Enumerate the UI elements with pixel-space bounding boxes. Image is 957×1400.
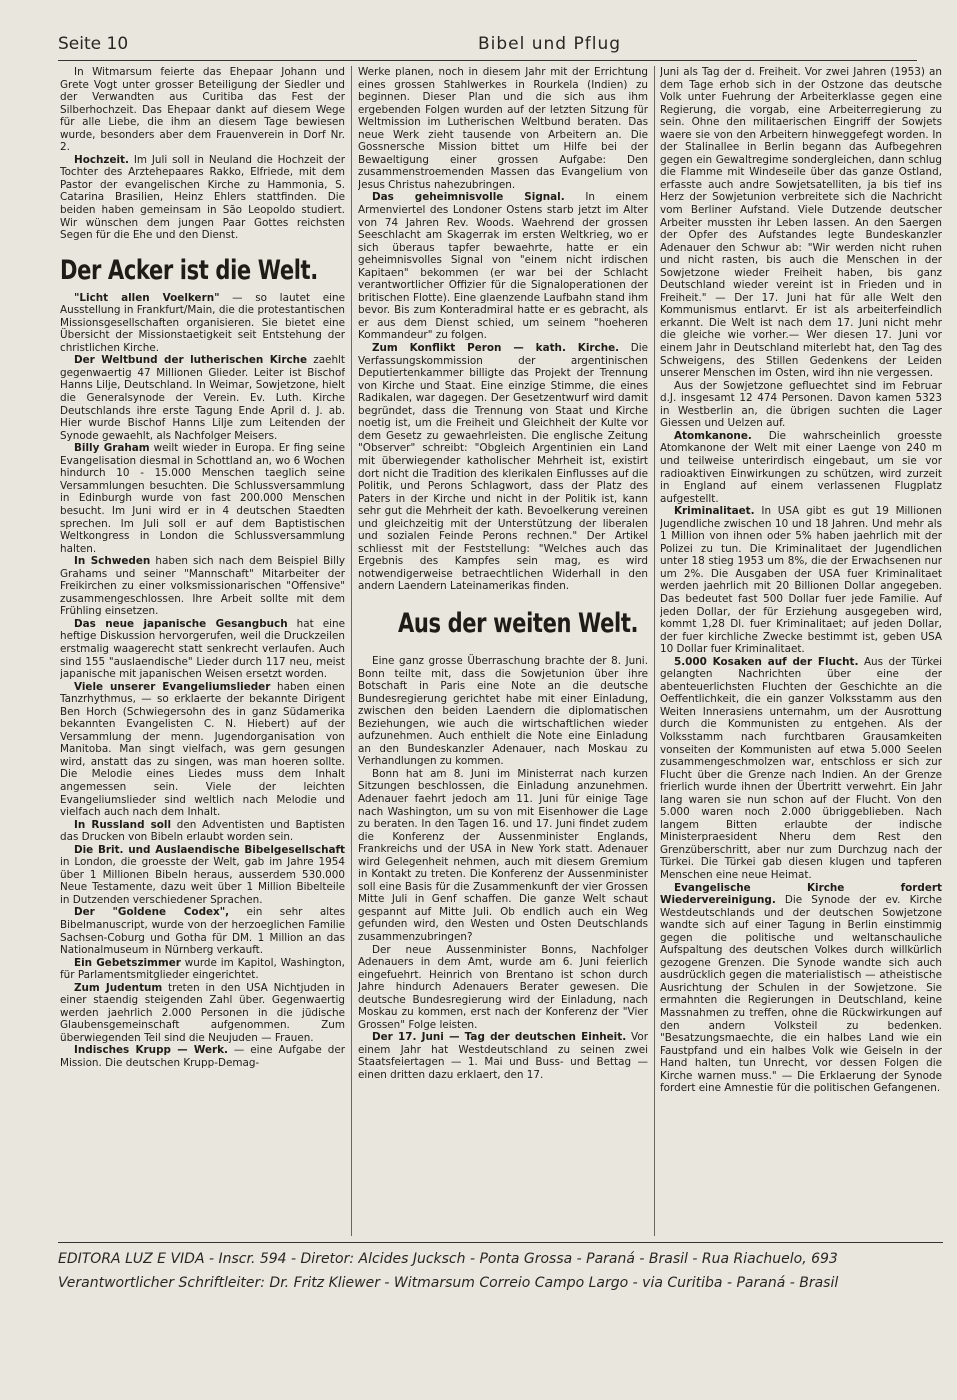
article-billy-graham: Billy Graham weilt wieder in Europa. Er fing seine Evangelisation diesmal in Schottland an, wo 6 Wochen hindurch 10 - 15.000 Menschen taeglich seine Versammlungen besuchten. Die Schlussversammlung in Edinburgh wurde von fast 200.000 Menschen besucht. Im Juni wird er in 4 deutschen Staedten sprechen. Im Juli soll er auf dem Baptistischen Weltkongress in London die Schlussversammlung halten.: [60, 442, 345, 555]
column-2: [358, 66, 648, 1234]
article-judentum: Zum Judentum treten in den USA Nichtjuden in einer staendig steigenden Zahl über. Gegenwaertig werden jaehrlich 2.000 Personen in die jüdische Glaubensgemeinschaft aufgenommen. Zum überwiegenden Teil sind die Neujuden — Frauen.: [60, 981, 345, 1044]
column-1: [60, 66, 345, 1234]
running-head: [58, 32, 917, 61]
article-gebetszimmer: Ein Gebetszimmer wurde im Kapitol, Washington, für Parlamentsmitglieder eingerichtet.: [60, 956, 345, 982]
column-divider: [654, 66, 655, 1236]
article-licht-allen-voelkern: "Licht allen Voelkern" — so lautet eine Ausstellung in Frankfurt/Main, die die protestantischen Missionsgesellschaften organisieren. Sie bietet eine Übersicht der Missionstaetigkeit seit Entstehung der christlichen Kirche.: [60, 291, 345, 354]
article-ministerrat: Bonn hat am 8. Juni im Ministerrat nach kurzen Sitzungen beschlossen, die Einladung anzunehmen. Adenauer faehrt jedoch am 11. Juni für einige Tage nach Washington, um su von mit Eisenhower die Lage zu beraten. In den Tagen 16. und 17. Juni findet zudem die Konferenz der Aussenminister Englands, Frankreichs und der USA in New York statt. Adenauer wird Gelegenheit nehmen, auch mit diesem Gremium in Kontakt zu treten. Die Konferenz der Aussenminister soll eine Basis für die Zusammenkunft der vier Grossen Mitte Juli in Genf schaffen. Die ganze Welt schaut gespannt auf Mitte Juli. Ob endlich auch ein Weg gefunden wird, den Westen und Osten Deutschlands zusammenzubringen?: [358, 767, 648, 943]
section-heading-weite-welt: Aus der weiten Welt.: [398, 607, 639, 639]
article-russland: In Russland soll den Adventisten und Baptisten das Drucken von Bibeln erlaubt worden sein.: [60, 818, 345, 844]
article-wedding: Hochzeit. Im Juli soll in Neuland die Hochzeit der Tochter des Arztehepaares Rakko, Elfriede, mit dem Pastor der evangelischen Kirche zu Hammonia, S. Catarina Brasilien, Heinz Ehlers stattfinden. Die beiden haben gemeinsam in São Leopoldo studiert. Wir wünschen dem jungen Paar Gottes reichsten Segen für die Ehe und den Dienst.: [60, 153, 345, 242]
article-krupp-continued: Werke planen, noch in diesem Jahr mit der Errichtung eines grossen Stahlwerkes in Rourkela (Indien) zu beginnen. Dieser Plan und die sich aus ihm ergebenden Folgen wurden auf der letzten Sitzung für Weltmission im Lutherischen Weltbund beraten. Das neue Werk zieht tausende von Arbeitern an. Die Gossnersche Mission bittet um Hilfe bei der Bewaeltigung einer grossen Aufgabe: Den zusammenstroemenden Massen das Evangelium von Jesus Christus nahezubringen.: [358, 66, 648, 191]
section-heading-acker: Der Acker ist die Welt.: [60, 254, 318, 286]
article-kriminalitaet: Kriminalitaet. In USA gibt es gut 19 Millionen Jugendliche zwischen 10 und 18 Jahren. Und mehr als 1 Million von ihnen oder 5% haben jaehrlich mit der Polizei zu tun. Die Kriminalitaet der Jugendlichen unter 18 stieg 1953 um 8%, die der Erwachsenen nur um 2%. Die Ausgaben der USA fuer Kriminalitaet werden jaehrlich mit 20 Billionen Dollar angegeben. Das bedeutet fast 500 Dollar fuer jede Familie. Auf jeden Dollar, der für Erziehung ausgegeben wird, kommt 1,28 Dl. fuer Kriminalitaet; auf jeden Dollar, der fuer kirchliche Zwecke bestimmt ist, geben USA 10 Dollar fuer Kriminalitaet.: [660, 505, 942, 656]
article-weltbund: Der Weltbund der lutherischen Kirche zaehlt gegenwaertig 47 Millionen Glieder. Leiter ist Bischof Hanns Lilje, Deutschland. In Weimar, Sowjetzone, hielt die Generalsynode der Verein. Ev. Luth. Kirche Deutschlands ihre erste Tagung Ende April d. J. ab. Hier wurde Bischof Hanns Lilje zum Leitenden der Synode gewaehlt, als Nachfolger Meisers.: [60, 354, 345, 442]
article-schweden: In Schweden haben sich nach dem Beispiel Billy Grahams und seiner "Mannschaft" Mitarbeiter der Freikirchen zu einer volksmissionarischen "Offensive" zusammengeschlossen. Ihre Arbeit sollte mit dem Frühling einsetzen.: [60, 555, 345, 618]
article-ueberraschung: Eine ganz grosse Überraschung brachte der 8. Juni. Bonn teilte mit, dass die Sowjetunion über ihre Botschaft in Paris eine Note an die deutsche Bundesregierung gerichtet habe mit einer Einladung, zwischen den beiden Laendern die diplomatischen Beziehungen, wie auch die wirtschaftlichen wieder aufzunehmen. Auch enthielt die Note eine Einladung an den Bundeskanzler Adenauer, nach Moskau zu Verhandlungen zu kommen.: [358, 654, 648, 768]
article-krupp: Indisches Krupp — Werk. — eine Aufgabe der Mission. Die deutschen Krupp-Demag-: [60, 1044, 345, 1070]
column-divider: [351, 66, 352, 1236]
article-silver-wedding: In Witmarsum feierte das Ehepaar Johann und Grete Vogt unter grosser Beteiligung der Siedler und der Verwandten aus Curitiba das Fest der Silberhochzeit. Das Ehepaar dankt auf diesem Wege für alle Liebe, die ihm an diesem Tage bewiesen wurde, besonders aber dem Frauenverein in Dorf Nr. 2.: [60, 66, 345, 154]
article-17-juni-continued: Juni als Tag der d. Freiheit. Vor zwei Jahren (1953) an dem Tage erhob sich in der Ostzone das deutsche Volk unter Fuehrung der Arbeiterklasse gegen eine Regierung, die vorgab, eine Arbeiterregierung zu sein. Ohne den militaerischen Eingriff der Sowjets waere sie von den Arbeitern hinweggefegt worden. In der Stalinallee in Berlin begann das Aufbegehren gegen ein Gewaltregime sondergleichen, dann schlug die Flamme mit Windeseile über das ganze Ostland, erfasste auch andre Sowjetsatelliten, ja bis tief ins Herz der Sowjetunion verbreitete sich die Nachricht vom Berliner Aufstand. Viele Dutzende deutscher Arbeiter mussten ihr Leben lassen. An den Saergen der Opfer des Aufstandes legte Bundeskanzler Adenauer den Schwur ab: "Wir werden nicht ruhen und nicht rasten, bis auch die Menschen in der Sowjetzone wieder Freiheit haben, bis ganz Deutschland wieder vereint ist in Frieden und in Freiheit." — Der 17. Juni hat für alle Welt den Kommunismus entlarvt. Er ist als arbeiterfeindlich erkannt. Die Welt ist nach dem 17. Juni nicht mehr die gleiche wie vorher.— Wer diesen 17. Juni vor einem Jahr in Deutschland miterlebt hat, den Tag des Schweigens, des Stillen Gedenkens der Leiden unserer Menschen im Osten, wird ihn nie vergessen.: [660, 66, 942, 380]
article-signal: Das geheimnisvolle Signal. In einem Armenviertel des Londoner Ostens starb jetzt im Alter von 74 Jahren Rev. Woods. Waehrend der grossen Seeschlacht am Skagerrak im ersten Weltkrieg, wo er sich überaus tapfer bewaehrte, hatte er ein geheimnisvolles Signal von "einem nicht irdischen Kapitaen" bekommen (er war bei der Schlacht verantwortlicher Offizier für die Signaloperationen der britischen Flotte). Eine glaenzende Laufbahn stand ihm bevor. Bis zum Konteradmiral hatte er es gebracht, als er aus dem Dienst schied, um seinem "hoeheren Kommandeur" zu folgen.: [358, 191, 648, 342]
imprint-footer: [58, 1242, 943, 1295]
article-sowjetzone: Aus der Sowjetzone gefluechtet sind im Februar d.J. insgesamt 12 474 Personen. Davon kamen 5323 in Westberlin an, die übrigen suchten die Lager Giessen und Uelzen auf.: [660, 379, 942, 430]
article-aussenminister: Der neue Aussenminister Bonns, Nachfolger Adenauers in dem Amt, wurde am 6. Juni feierlich eingefuehrt. Heinrich von Brentano ist schon durch Jahre hindurch Adenauers Berater gewesen. Die deutsche Bundesregierung wird der Einladung, nach Moskau zu kommen, erst nach der Konferenz der "Vier Grossen" Folge leisten.: [358, 943, 648, 1031]
article-bibelgesellschaft: Die Brit. und Auslaendische Bibelgesellschaft in London, die groesste der Welt, gab im Jahre 1954 über 1 Millionen Bibeln heraus, ausserdem 530.000 Neue Testamente, dazu weit über 1 Million Bibelteile in Dutzenden verschiedener Sprachen.: [60, 843, 345, 906]
page-number: Seite 10: [58, 34, 129, 54]
article-atomkanone: Atomkanone. Die wahrscheinlich groesste Atomkanone der Welt mit einer Laenge von 240 m und teilweise unterirdisch eingebaut, um sie vor radioaktiven Einwirkungen zu schützen, wird zurzeit in England auf einem verlassenen Flugplatz aufgestellt.: [660, 429, 942, 505]
article-gesangbuch: Das neue japanische Gesangbuch hat eine heftige Diskussion hervorgerufen, weil die Druckzeilen erstmalig waagerecht statt senkrecht verlaufen. Auch sind 155 "auslaendische" Lieder durch 117 neu, meist japanische mit japanischen Weisen ersetzt worden.: [60, 617, 345, 681]
article-kosaken: 5.000 Kosaken auf der Flucht. Aus der Türkei gelangten Nachrichten über eine der abenteuerlichsten Fluchten der Geschichte an die Oeffentlichkeit, die ein ganzer Volksstamm aus den Weiten Innerasiens unternahm, um der Ausrottung durch die Kommunisten zu entgehen. Als der Volksstamm nach furchtbaren Grausamkeiten vonseiten der Kommunisten auf etwa 5.000 Seelen zusammengeschmolzen war, entschloss er sich zur Flucht über die Grenze nach Indien. An der Grenze frierlich wurde ihnen der Übertritt verwehrt. Ein Jahr lang waren sie nun schon auf der Flucht. Von den 5.000 waren noch 2.000 übriggeblieben. Nach langem Bitten erlaubte der indische Ministerpraesident Nheru dem Rest den Grenzüberschritt, aber nur zum Durchzug nach der Türkei. Die Türkei gab diesen klugen und tapferen Menschen eine neue Heimat.: [660, 655, 942, 881]
article-evangeliumslieder: Viele unserer Evangeliumslieder haben einen Tanzrhythmus, — so erklaerte der bekannte Dirigent Ben Horch (Schwiegersohn des in ganz Südamerika bekannten Evangelisten C. N. Hiebert) auf der Versammlung der menn. Jugendorganisation von Manitoba. Man singt vielfach, was gern gesungen wird, anstatt das zu singen, was man hoeren sollte. Die Melodie eines Liedes muss dem Inhalt angemessen sein. Viele der leichten Evangeliumslieder sind weltlich nach Melodie und vielfach auch nach dem Inhalt.: [60, 680, 345, 819]
article-goldene-codex: Der "Goldene Codex", ein sehr altes Bibelmanuscript, wurde von der herzoeglichen Familie Sachsen-Coburg und Gotha für DM. 1 Million an das Nationalmuseum in Nürnberg verkauft.: [60, 906, 345, 957]
imprint-line-publisher: EDITORA LUZ E VIDA - Inscr. 594 - Diretor: Alcides Jucksch - Ponta Grossa - Paraná - Brasil - Rua Riachuelo, 693: [58, 1251, 838, 1267]
article-17-juni: Der 17. Juni — Tag der deutschen Einheit. Vor einem Jahr hat Westdeutschland zu seinen zwei Staatsfeiertagen — 1. Mai und Buss- und Bettag — einen dritten dazu erklaert, den 17.: [358, 1031, 648, 1082]
column-3: [660, 66, 942, 1234]
newspaper-title: Bibel und Pflug: [478, 34, 622, 54]
article-wiedervereinigung: Evangelische Kirche fordert Wiedervereinigung. Die Synode der ev. Kirche Westdeutschlands und der deutschen Sowjetzone wandte sich auf einer Tagung in Berlin einstimmig gegen die politische und weltanschauliche Aufspaltung des deutschen Volkes durch willkürlich gezogene Grenzen. Die Synode wandte sich auch ausdrücklich gegen die materialistisch — atheistische Ausrichtung der Schulen in der Sowjetzone. Sie ermahnten die Regierungen in Deutschland, keine Massnahmen zu treffen, ohne die Rückwirkungen auf den andern Volksteil zu bedenken. "Besatzungsmaechte, die ein halbes Land wie ein Faustpfand und ein halbes Volk wie Geiseln in der Hand halten, tun Unrecht, vor dessen Folgen die Kirche warnen muss." — Die Erklaerung der Synode fordert eine Amnestie für die politischen Gefangenen.: [660, 881, 942, 1095]
imprint-line-editor: Verantwortlicher Schriftleiter: Dr. Fritz Kliewer - Witmarsum Correio Campo Largo - via Curitiba - Paraná - Brasil: [58, 1275, 839, 1291]
article-peron: Zum Konflikt Peron — kath. Kirche. Die Verfassungskommission der argentinischen Deputiertenkammer billigte das Projekt der Trennung von Kirche und Staat. Eine einzige Stimme, die eines Radikalen, war dagegen. Der Gesetzentwurf wird damit begründet, dass die Trennung von Staat und Kirche noetig ist, um die Freiheit und Gleichheit der Kulte vor dem Gesetz zu gewaehrleisten. Die englische Zeitung "Observer" schreibt: "Obgleich Argentinien ein Land mit überwiegender katholischer Mehrheit ist, existirt dort nicht die Tradition des klerikalen Einflusses auf die Politik, und Perons Schlagwort, dass der Platz des Paters in der Kirche und nicht in der Politik ist, kann sehr gut die Mehrheit der kath. Bevoelkerung vereinen und gleichzeitig mit der Unterstützung der liberalen und sozialen Feinde Perons rechnen." Der Artikel schliesst mit der Feststellung: "Welches auch das Ergebnis des Kampfes sein mag, es wird notwendigerweise betraechtlichen Widerhall in den andern Laendern Lateinamerikas finden.: [358, 342, 648, 593]
